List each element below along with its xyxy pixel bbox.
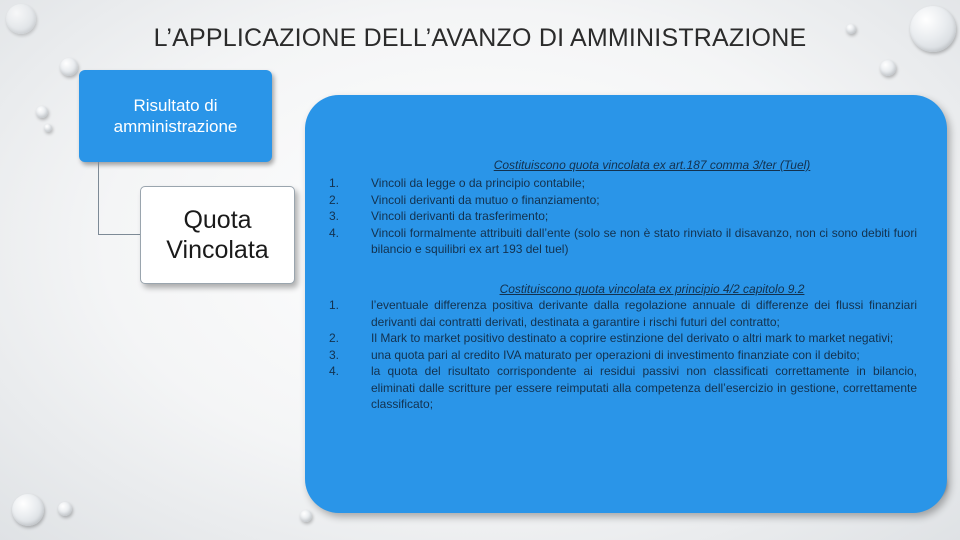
water-drop-decoration [58,502,72,516]
list-item-text: Vincoli derivanti da mutuo o finanziamento; [371,192,600,207]
list-item-text: la quota del risultato corrispondente ai residui passivi non classificati correttamente in bilancio, eliminati dalle scritture per essere reimputati alla competenza dell’esercizio in gestione, correttamente classificato; [371,364,917,411]
slide-title: L’APPLICAZIONE DELL’AVANZO DI AMMINISTRAZIONE [153,24,807,52]
water-drop-decoration [300,510,312,522]
water-drop-decoration [44,124,52,132]
water-drop-decoration [12,494,44,526]
water-drop-decoration [60,58,78,76]
list-item [329,225,917,258]
diagram-child-box [140,186,295,284]
list-item [329,330,917,347]
list-item-text: l’eventuale differenza positiva derivante dalla regolazione annuale di differenze dei flussi finanziari derivanti dai contratti derivati, destinata a garantire i rischi futuri del contratto; [371,298,917,329]
list-item-text: Vincoli da legge o da principio contabile; [371,176,585,190]
water-drop-decoration [880,60,896,76]
section1-heading: Costituiscono quota vincolata ex art.187 comma 3/ter (Tuel) [493,158,811,172]
list-item [329,192,917,209]
list-item [329,347,917,364]
list-item-text: Vincoli derivanti da trasferimento; [371,209,549,223]
list-item-text: Vincoli formalmente attribuiti dall’ente (solo se non è stato rinviato il disavanzo, non ci sono debiti fuori bilancio e squilibri ex art 193 del tuel) [371,225,917,256]
list-item-number: 3. [329,209,340,223]
list-item [329,363,917,413]
diagram-connector [98,162,141,235]
list-item-number: 1. [329,298,340,312]
diagram-root-label: Risultato di amministrazione [113,96,238,136]
list-item-number: 2. [329,192,340,207]
list-item [329,175,917,192]
list-item [329,208,917,225]
list-item-number: 1. [329,176,340,190]
diagram-child-label: Quota Vincolata [166,206,269,264]
list-item-number: 2. [329,331,340,345]
section2-list [329,297,917,413]
list-item-number: 4. [329,225,340,240]
section1-list [329,175,917,258]
water-drop-decoration [36,106,48,118]
list-item [329,297,917,330]
diagram-root-box [79,70,272,162]
section2-heading: Costituiscono quota vincolata ex principio 4/2 capitolo 9.2 [499,282,805,296]
list-item-text: Il Mark to market positivo destinato a coprire estinzione del derivato o altri mark to market negativi; [371,331,894,345]
list-item-number: 4. [329,364,340,378]
list-item-number: 3. [329,347,340,362]
list-item-text: una quota pari al credito IVA maturato per operazioni di investimento finanziate con il debito; [371,347,860,362]
content-panel [305,95,947,513]
